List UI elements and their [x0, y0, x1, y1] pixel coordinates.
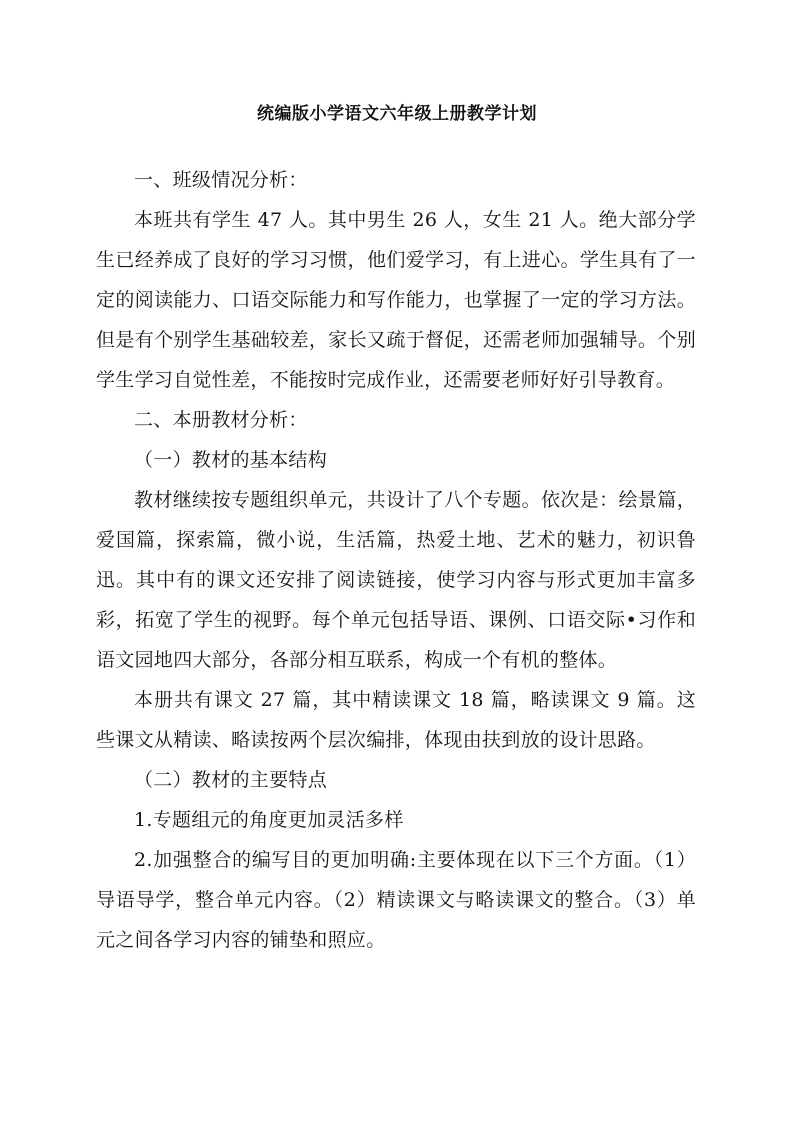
document-title: 统编版小学语文六年级上册教学计划 — [257, 104, 537, 124]
paragraph-class-situation: 本班共有学生 47 人。其中男生 26 人，女生 21 人。绝大部分学生已经养成了良好的学习习惯，他们爱学习，有上进心。学生具有了一定的阅读能力、口语交际能力和写作能力，也掌握了一定的学习方法。但是有个别学生基础较差，家长又疏于督促，还需老师加强辅导。个别学生学习自觉性差，不能按时完成作业，还需要老师好好引导教育。 — [96, 209, 696, 391]
document-body — [96, 160, 696, 960]
subheading-main-features: （二）教材的主要特点 — [134, 769, 328, 791]
paragraph-unit-topics: 教材继续按专题组织单元，共设计了八个专题。依次是：绘景篇，爱国篇，探索篇，微小说，生活篇，热爱土地、艺术的魅力，初识鲁迅。其中有的课文还安排了阅读链接，使学习内容与形式更加丰富多彩，拓宽了学生的视野。每个单元包括导语、课例、口语交际•习作和语文园地四大部分，各部分相互联系，构成一个有机的整体。 — [96, 489, 696, 671]
paragraph-lesson-count: 本册共有课文 27 篇，其中精读课文 18 篇，略读课文 9 篇。这些课文从精读、略读按两个层次编排，体现由扶到放的设计思路。 — [96, 689, 696, 751]
list-item-feature-2: 2.加强整合的编写目的更加明确:主要体现在以下三个方面。（1）导语导学，整合单元内容。（2）精读课文与略读课文的整合。（3）单元之间各学习内容的铺垫和照应。 — [96, 849, 696, 951]
section-heading-textbook-analysis: 二、本册教材分析： — [134, 409, 308, 431]
list-item-feature-1: 1.专题组元的角度更加灵活多样 — [134, 809, 404, 831]
section-heading-class-analysis: 一、班级情况分析： — [134, 169, 308, 191]
subheading-basic-structure: （一）教材的基本结构 — [134, 449, 328, 471]
